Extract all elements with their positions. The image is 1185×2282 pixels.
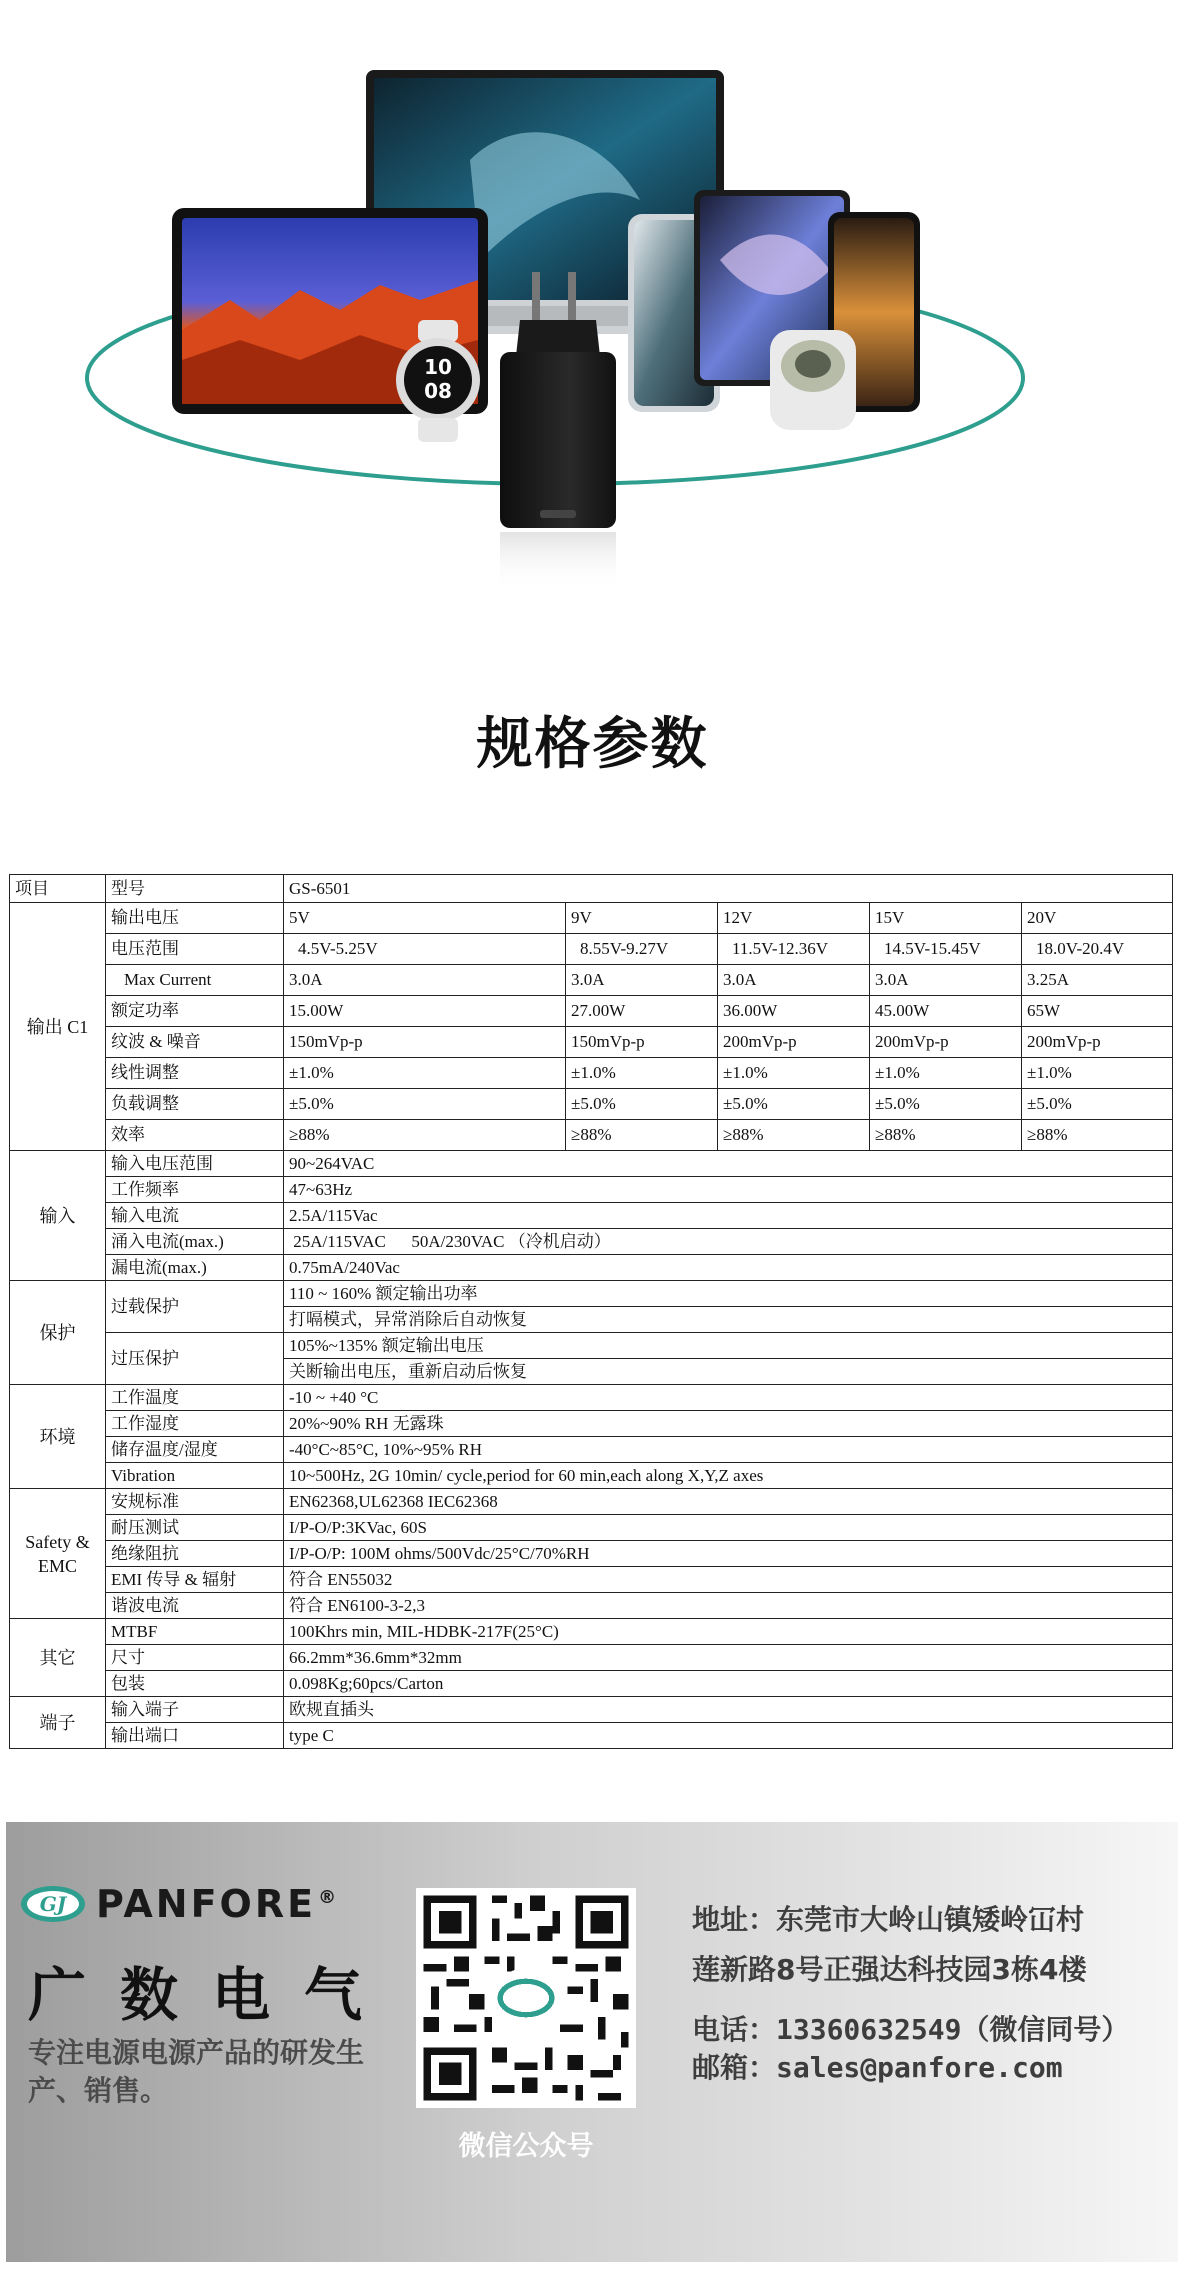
table-row — [10, 1229, 1173, 1255]
cell: 0.098Kg;60pcs/Carton — [284, 1671, 1173, 1697]
table-row — [10, 1120, 1173, 1151]
cell: ±1.0% — [718, 1058, 870, 1089]
cell: ±5.0% — [1022, 1089, 1173, 1120]
cell: ±5.0% — [870, 1089, 1022, 1120]
cell: 25A/115VAC 50A/230VAC （冷机启动） — [284, 1229, 1173, 1255]
row-label: 谐波电流 — [106, 1593, 284, 1619]
company-footer — [6, 1822, 1178, 2262]
cell: I/P-O/P:3KVac, 60S — [284, 1515, 1173, 1541]
cell: ±1.0% — [566, 1058, 718, 1089]
group-other: 其它 — [10, 1619, 106, 1697]
row-label: 工作频率 — [106, 1177, 284, 1203]
svg-text:08: 08 — [424, 379, 452, 403]
row-label: 负载调整 — [106, 1089, 284, 1120]
cell: 90~264VAC — [284, 1151, 1173, 1177]
table-row — [10, 1058, 1173, 1089]
table-row — [10, 1619, 1173, 1645]
svg-text:GJ: GJ — [39, 1892, 67, 1916]
header-item: 项目 — [10, 875, 106, 903]
cell: ≥88% — [284, 1120, 566, 1151]
row-label: 额定功率 — [106, 996, 284, 1027]
address-line1: 地址：东莞市大岭山镇矮岭冚村 — [692, 1903, 1085, 1936]
cell: 9V — [566, 903, 718, 934]
group-safety-line2: EMC — [37, 1555, 77, 1576]
row-label: 尺寸 — [106, 1645, 284, 1671]
cell: 36.00W — [718, 996, 870, 1027]
cell: 150mVp-p — [566, 1027, 718, 1058]
row-label: 漏电流(max.) — [106, 1255, 284, 1281]
model-value: GS-6501 — [284, 875, 1173, 903]
table-row — [10, 1671, 1173, 1697]
email-link[interactable]: 邮箱：sales@panfore.com — [692, 2051, 1063, 2084]
registered-mark: ® — [318, 1887, 340, 1909]
cell: 10~500Hz, 2G 10min/ cycle,period for 60 min,each along X,Y,Z axes — [284, 1463, 1173, 1489]
address-line2: 莲新路8号正强达科技园3栋4楼 — [692, 1953, 1087, 1986]
spec-table — [9, 874, 1173, 1749]
cell: -10 ~ +40 °C — [284, 1385, 1173, 1411]
row-label: Vibration — [106, 1463, 284, 1489]
row-label: 涌入电流(max.) — [106, 1229, 284, 1255]
brand-logo-icon — [18, 1883, 88, 1925]
cell: 20%~90% RH 无露珠 — [284, 1411, 1173, 1437]
group-safety-line1: Safety & — [25, 1531, 90, 1552]
row-label: 工作湿度 — [106, 1411, 284, 1437]
table-row — [10, 1645, 1173, 1671]
row-label: Max Current — [106, 965, 284, 996]
cell: 3.25A — [1022, 965, 1173, 996]
table-row — [10, 1333, 1173, 1359]
svg-text:10: 10 — [424, 355, 452, 379]
qr-code-icon — [416, 1888, 636, 2108]
cell: 3.0A — [870, 965, 1022, 996]
row-label: 绝缘阻抗 — [106, 1541, 284, 1567]
group-terminal: 端子 — [10, 1697, 106, 1749]
row-label: 输入端子 — [106, 1697, 284, 1723]
row-label: 储存温度/湿度 — [106, 1437, 284, 1463]
cell: 欧规直插头 — [284, 1697, 1173, 1723]
table-row — [10, 1437, 1173, 1463]
cell: 3.0A — [718, 965, 870, 996]
cell: 2.5A/115Vac — [284, 1203, 1173, 1229]
cell: ≥88% — [1022, 1120, 1173, 1151]
cell: 打嗝模式，异常消除后自动恢复 — [284, 1307, 1173, 1333]
table-row — [10, 1697, 1173, 1723]
cell: 符合 EN6100-3-2,3 — [284, 1593, 1173, 1619]
table-row — [10, 1567, 1173, 1593]
table-row — [10, 1151, 1173, 1177]
brand-name-en: PANFORE ® — [96, 1882, 340, 1926]
cell: 150mVp-p — [284, 1027, 566, 1058]
cell: ±5.0% — [718, 1089, 870, 1120]
row-label: EMI 传导 & 辐射 — [106, 1567, 284, 1593]
cell: 27.00W — [566, 996, 718, 1027]
cell: 65W — [1022, 996, 1173, 1027]
cell: -40°C~85°C, 10%~95% RH — [284, 1437, 1173, 1463]
cell: ±1.0% — [870, 1058, 1022, 1089]
table-row — [10, 934, 1173, 965]
group-environment: 环境 — [10, 1385, 106, 1489]
table-row — [10, 1089, 1173, 1120]
row-label: 过压保护 — [106, 1333, 284, 1385]
cell: 3.0A — [284, 965, 566, 996]
row-label: 输出电压 — [106, 903, 284, 934]
header-model-label: 型号 — [106, 875, 284, 903]
spec-table-container — [9, 874, 1172, 1749]
cell: 200mVp-p — [870, 1027, 1022, 1058]
table-row — [10, 1177, 1173, 1203]
table-row — [10, 1203, 1173, 1229]
row-label: 包装 — [106, 1671, 284, 1697]
group-output: 输出 C1 — [10, 903, 106, 1151]
cell: 18.0V-20.4V — [1022, 934, 1173, 965]
row-label: 输出端口 — [106, 1723, 284, 1749]
cell: 11.5V-12.36V — [718, 934, 870, 965]
table-row — [10, 1385, 1173, 1411]
row-label: 输入电流 — [106, 1203, 284, 1229]
cell: 15V — [870, 903, 1022, 934]
row-label: 耐压测试 — [106, 1515, 284, 1541]
cell: I/P-O/P: 100M ohms/500Vdc/25°C/70%RH — [284, 1541, 1173, 1567]
cell: 5V — [284, 903, 566, 934]
row-label: MTBF — [106, 1619, 284, 1645]
row-label: 输入电压范围 — [106, 1151, 284, 1177]
group-input: 输入 — [10, 1151, 106, 1281]
cell: 200mVp-p — [1022, 1027, 1173, 1058]
table-row — [10, 1541, 1173, 1567]
row-label: 工作温度 — [106, 1385, 284, 1411]
cell: ≥88% — [566, 1120, 718, 1151]
cell: 110 ~ 160% 额定输出功率 — [284, 1281, 1173, 1307]
brand-row — [18, 1882, 339, 1926]
cell: 200mVp-p — [718, 1027, 870, 1058]
table-row — [10, 1255, 1173, 1281]
cell: ≥88% — [870, 1120, 1022, 1151]
table-row — [10, 875, 1173, 903]
group-protect: 保护 — [10, 1281, 106, 1385]
table-row — [10, 1515, 1173, 1541]
group-safety — [10, 1489, 106, 1619]
table-row — [10, 1027, 1173, 1058]
cell: 3.0A — [566, 965, 718, 996]
table-row — [10, 1489, 1173, 1515]
cell: 符合 EN55032 — [284, 1567, 1173, 1593]
table-row — [10, 903, 1173, 934]
cell: EN62368,UL62368 IEC62368 — [284, 1489, 1173, 1515]
table-row — [10, 1593, 1173, 1619]
cell: 0.75mA/240Vac — [284, 1255, 1173, 1281]
cell: ≥88% — [718, 1120, 870, 1151]
hero-image — [0, 0, 1185, 640]
company-slogan: 专注电源电源产品的研发生产、销售。 — [28, 2036, 365, 2107]
cell: type C — [284, 1723, 1173, 1749]
cell: ±1.0% — [284, 1058, 566, 1089]
table-row — [10, 965, 1173, 996]
cell: 15.00W — [284, 996, 566, 1027]
table-row — [10, 1723, 1173, 1749]
cell: 45.00W — [870, 996, 1022, 1027]
cell: 12V — [718, 903, 870, 934]
row-label: 电压范围 — [106, 934, 284, 965]
cell: ±5.0% — [284, 1089, 566, 1120]
qr-label: 微信公众号 — [458, 2131, 594, 2162]
cell: 105%~135% 额定输出电压 — [284, 1333, 1173, 1359]
wechat-qr-code — [416, 1888, 636, 2108]
row-label: 过载保护 — [106, 1281, 284, 1333]
cell: 66.2mm*36.6mm*32mm — [284, 1645, 1173, 1671]
cell: ±5.0% — [566, 1089, 718, 1120]
section-title: 规格参数 — [476, 712, 709, 777]
cell: ±1.0% — [1022, 1058, 1173, 1089]
row-label: 线性调整 — [106, 1058, 284, 1089]
cell: 20V — [1022, 903, 1173, 934]
cell: 4.5V-5.25V — [284, 934, 566, 965]
cell: 100Khrs min, MIL-HDBK-217F(25°C) — [284, 1619, 1173, 1645]
brand-name-cn: 广数电气 — [28, 1961, 397, 2029]
cell: 关断输出电压，重新启动后恢复 — [284, 1359, 1173, 1385]
row-label: 效率 — [106, 1120, 284, 1151]
phone: 电话：13360632549（微信同号） — [692, 2013, 1130, 2046]
row-label: 纹波 & 噪音 — [106, 1027, 284, 1058]
row-label: 安规标准 — [106, 1489, 284, 1515]
table-row — [10, 1281, 1173, 1307]
cell: 8.55V-9.27V — [566, 934, 718, 965]
cell: 14.5V-15.45V — [870, 934, 1022, 965]
table-row — [10, 1411, 1173, 1437]
table-row — [10, 996, 1173, 1027]
cell: 47~63Hz — [284, 1177, 1173, 1203]
table-row — [10, 1463, 1173, 1489]
